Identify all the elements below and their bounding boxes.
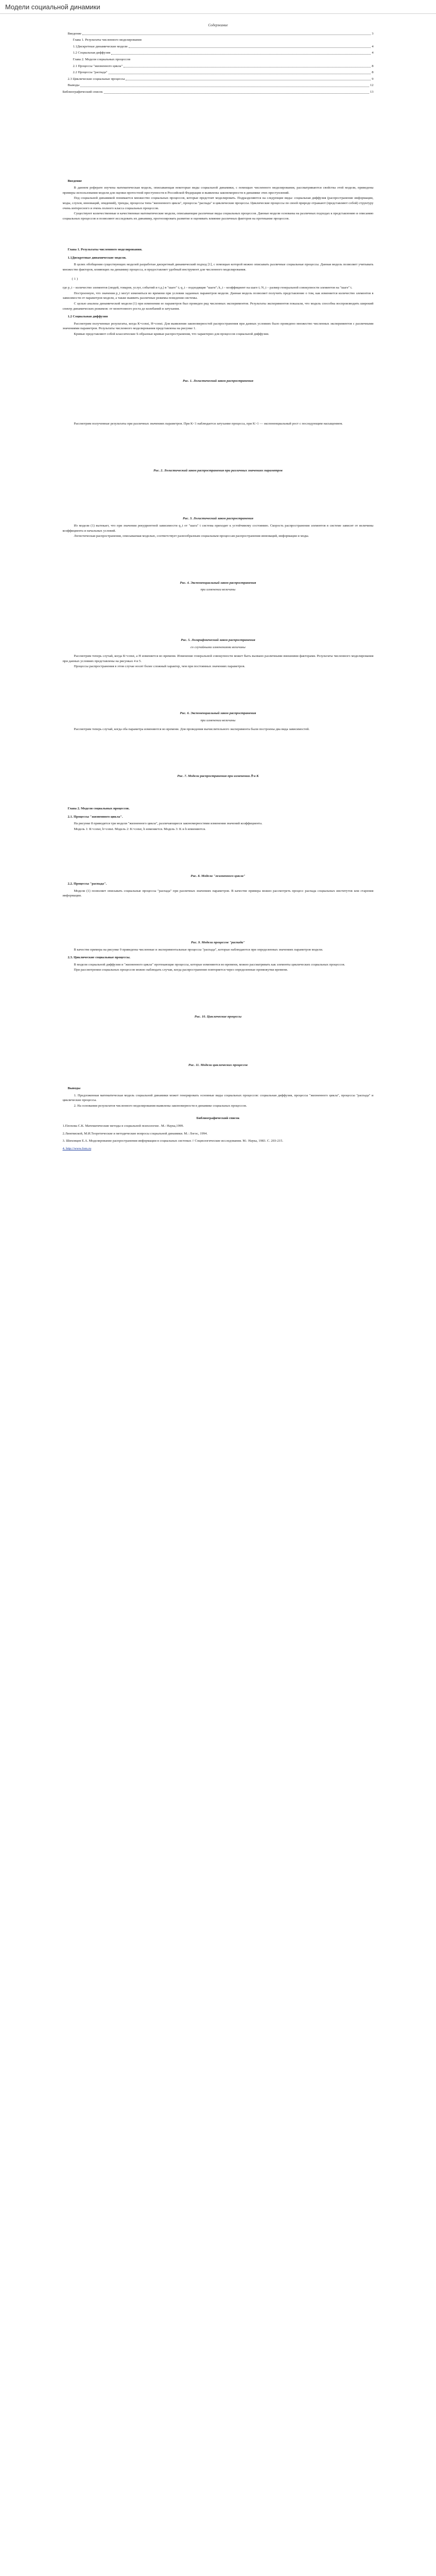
toc-page: 4: [372, 44, 374, 48]
toc-page: 12: [370, 83, 374, 88]
toc-dots: [111, 54, 371, 55]
toc-label: 2.3 Циклические социальные процессы: [67, 77, 125, 81]
paragraph: В данном реферате изучена математическая модель, описывающая некоторые виды социальной динамики, с помощью численного моделирования, рассматриваются свойства этой модели, приведены примеры использования модели для оценки протестной преступности в Российской Федерации и выявлены закономерности в динамике этих преступлений.: [62, 186, 374, 195]
paragraph: В качестве примера на рисунке 9 приведены численные и экспериментальные процессы "распада", которые наблюдаются при определенных значениях параметров модели.: [74, 947, 323, 952]
paragraph: где p_t – количество элементов (людей, товаров, услуг, событий и т.д.) в "шаге" t; q_t – подходящие "шаги"; k_t – коэффициент на шаге t; N_t – размер генеральной совокупности элементов на "шаге" t.: [62, 286, 353, 290]
figure-caption: Рис. 11. Модели циклических процессов: [188, 1063, 248, 1067]
paragraph: Логистическая распространения, описываемая моделью, соответствует разнообразным социальным процессам распространения инноваций, информации и моды.: [74, 534, 309, 538]
toc-row[interactable]: [63, 31, 374, 37]
bibliography-item: 2.Лингвиской, М.И.Теоретические и методические вопросы социальной динамики. М.: Логос, 1994.: [62, 1131, 208, 1136]
toc-row[interactable]: [63, 44, 374, 49]
toc-label: Глава 2. Модели социальных процессов: [73, 57, 131, 61]
figure-caption: Рис. 4. Экспоненциальный закон распространения: [180, 581, 256, 585]
figure-caption: Рис. 9. Модели процессов "распада": [191, 941, 245, 945]
bibliography-item: 1.Плохова С.К. Математические методы в социальной психологии . М.: Наука,1999.: [62, 1124, 184, 1128]
figure-caption: Рис. 3. Логистический закон распространения: [182, 517, 254, 521]
toc-row[interactable]: [63, 38, 374, 43]
toc-label: Библиографический список: [62, 90, 103, 94]
paragraph: Рассмотрим полученные результаты, когда К=const, Н=const. Для выявления закономерностей распространения при данных условиях было проведено множество численных экспериментов с различными значениями параметров. Результаты численного моделирования представлены на рисунке 1.: [62, 321, 374, 331]
paragraph: Рассмотрим теперь случай, когда оба параметра изменяются во времени. Для проведения вычислительного эксперимента были построены два вида зависимостей.: [74, 727, 310, 732]
paragraph: Существуют количественные и качественные математические модели, описывающие различные виды социальных процессов. Данные модели основаны на различных подходах к представлению и описанию социальных процессов и позволяют исследовать их динамику, прогнозировать развитие и оценивать влияние различных факторов на протекание процессов.: [62, 212, 374, 221]
toc-label: 1.2 Социальная диффузия: [73, 51, 111, 55]
section-heading: 1.1Дискретные динамические модели.: [67, 256, 127, 260]
section-heading: 1.2 Социальная диффузия: [67, 315, 108, 319]
paragraph: Модель 1: К=const, h=const. Модель 2: K=const, h изменяется. Модель 3: K и h изменяются.: [74, 827, 206, 832]
document-body: [63, 14, 374, 1151]
toc-page: 4: [372, 51, 374, 55]
toc-row[interactable]: [63, 90, 374, 95]
paragraph: Построенную, что значения p_t могут изменяться во времени при условии заданных параметров модели. Данная модель позволяет получить представление о том, как изменяется количество элементов в зависимости от параметров модели, а также выявить различные режимы поведения системы.: [62, 291, 374, 300]
figure-caption: при изменении величины: [200, 718, 236, 722]
figure-caption: Рис. 5. Логарифмический закон распространения: [181, 638, 255, 642]
toc-label: Выводы: [67, 83, 80, 88]
bibliography-heading: Библиографический список: [196, 1116, 240, 1120]
paragraph: Модели (1) позволяет описывать социальные процессы "распада" при различных значениях параметров. В качестве примера можно рассмотреть процесс распада социальных институтов или старения информации.: [62, 889, 374, 898]
figure-caption: при изменении величины: [200, 588, 236, 592]
toc-page: 8: [372, 71, 374, 75]
toc-page: 8: [372, 64, 374, 68]
toc-page: 9: [372, 77, 374, 81]
paragraph: При рассмотрении социальных процессов можно наблюдать случаи, когда распространение повторяется через определенные промежутки времени.: [74, 968, 288, 972]
figure-caption: Рис. 7. Модели распространения при изменении ℎ и К: [177, 774, 259, 778]
paragraph: На рисунке 8 приводятся три модели "жизненного цикла", различающиеся закономерностями изменения значений коэффициента.: [74, 822, 263, 826]
toc-row[interactable]: [63, 83, 374, 88]
formula: (1): [72, 277, 79, 281]
paragraph: 1. Предложенная математическая модель социальной динамики может генерировать основные виды социальных процессов: социальная диффузия, процессы "жизненного цикла", процессы "распада" и циклические процессы.: [62, 1093, 374, 1103]
figure-caption: Рис. 1. Логистический закон распространения: [182, 379, 254, 383]
toc-row[interactable]: [63, 77, 374, 82]
bibliography-link[interactable]: 4. http://www.fom.ru: [62, 1146, 92, 1150]
toc-label: 2.2 Процессы "распада": [73, 71, 108, 75]
figure-caption: со случайными изменениями величины: [190, 645, 246, 649]
toc-label: Введение: [67, 31, 82, 36]
toc-dots: [129, 47, 371, 48]
paragraph: В целях обобщения существующих моделей разработан дискретный динамический подход [1], с помощью которой можно описывать различные социальные процессы. Данная модель позволяет учитывать множество факторов, влияющих на динамику процесса, и предоставляет удобный инструмент для численного моделирования.: [62, 263, 374, 272]
section-heading: 2.2. Процессы "распада".: [67, 882, 107, 886]
chapter-heading: Глава 2. Модели социальных процессов.: [67, 807, 130, 811]
toc-label: 1.1Дискретные динамические модели: [73, 44, 128, 48]
paragraph: Рассмотрим полученные результаты при различных значениях параметров. При K<1 наблюдается затухание процесса, при K>1 — экспоненциальный рост с последующим насыщением.: [74, 422, 343, 426]
figure-caption: Рис. 10. Циклические процессы: [194, 1015, 242, 1019]
toc-page: 13: [370, 90, 374, 94]
paragraph: С целью анализа динамической модели (1) при изменении ее параметров был проведен ряд численных экспериментов. Результаты экспериментов показали, что модель способна воспроизводить широкий спектр динамических режимов: от монотонного роста до колебаний и затухания.: [62, 302, 374, 311]
paragraph: 2. На основании результатов численного моделирования выявлены закономерности в динамике социальных процессов.: [74, 1104, 247, 1108]
figure-caption: Рис. 6. Экспоненциальный закон распространения: [180, 711, 256, 715]
toc-row[interactable]: [63, 64, 374, 69]
section-heading: 2.3. Циклические социальные процессы.: [67, 956, 131, 960]
paragraph: В модели социальной диффузии и "жизненного цикла" протекающие процессы, которые изменяются во времени, можно рассматривать как элементы циклических социальных процессов.: [74, 962, 345, 967]
toc-dots: [104, 93, 369, 94]
toc-page: 3: [372, 31, 374, 36]
paragraph: Процессы распространения в этом случае носят более сложный характер, чем при постоянных значениях параметров.: [74, 665, 246, 669]
toc-title: Содержание: [208, 23, 228, 27]
paragraph: Рассмотрим теперь случай, когда К=const, а Н изменяется во времени. Изменение генеральной совокупности может быть вызвано различными внешними факторами. Результаты численного моделирования при данных условиях представлены на рисунках 4 и 5.: [62, 654, 374, 663]
toc-row[interactable]: [63, 70, 374, 75]
toc-label: 2.1 Процессы "жизненного цикла": [73, 64, 123, 68]
figure-caption: Рис. 8. Модели "жизненного цикла": [190, 874, 246, 878]
paragraph: Под социальной динамикой понимается множество социальных процессов, которые предстоит моделировать. Подразделяются на следующие виды: социальная диффузия (распространение информации, моды, слухов, инноваций, эпидемий), тренды, процессы типа "жизненного цикла", процессы "распада" и циклические процессы. Циклические процессы по своей природе отражают (представляют собой) структуру очень интересного и очень полного класса социальных процессов.: [62, 196, 374, 210]
figure-caption: Рис. 2. Логистический закон распространения при различных значениях параметров: [153, 468, 283, 472]
toc-label: Глава 1. Результаты численного моделирования: [73, 38, 142, 42]
intro-heading: Введение: [67, 179, 82, 183]
chapter-heading: Глава 1. Результаты численного моделирования.: [67, 248, 143, 252]
bibliography-item: 3. Шиховцев Е.А. Моделирование распространения информации в социальных системах // Социологические исследования. М.: Наука, 1983. С. 203-215.: [62, 1139, 284, 1143]
toc-row[interactable]: [63, 50, 374, 56]
section-heading: 2.1. Процессы "жизненного цикла".: [67, 815, 123, 819]
page-title: Модели социальной динамики: [0, 0, 436, 14]
toc-row[interactable]: [63, 57, 374, 62]
conclusions-heading: Выводы: [67, 1087, 81, 1091]
paragraph: Кривые представляют собой классические S-образные кривые распространения, что характерно для процессов социальной диффузии.: [74, 332, 269, 336]
paragraph: Из модели (1) вытекает, что при значении рекуррентной зависимости q_t от "шага" t система приходит к устойчивому состоянию. Скорость распространения элементов в системе зависит от величины коэффициента и начальных условий.: [62, 523, 374, 533]
